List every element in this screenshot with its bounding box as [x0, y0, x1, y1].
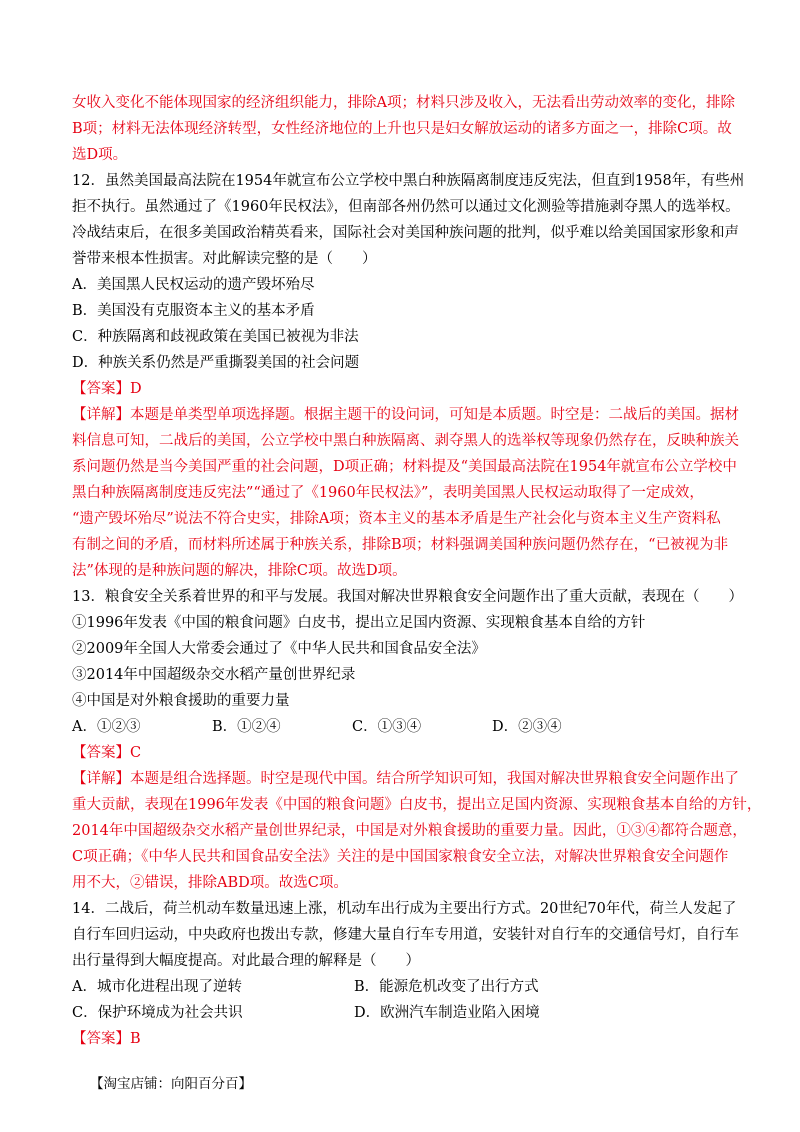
q14-options-row-1	[72, 974, 732, 1000]
page-footer: 【淘宝店铺：向阳百分百】	[90, 1076, 252, 1092]
q11-explanation-tail	[72, 90, 735, 168]
q14-stem-line: 自行车回归运动，中央政府也拨出专款，修建大量自行车专用道，安装针对自行车的交通信号灯，自行车	[72, 927, 739, 943]
q12-option-d: D．种族关系仍然是严重撕裂美国的社会问题	[72, 355, 360, 371]
question-14	[72, 896, 739, 1052]
text-line: 黑白种族隔离制度违反宪法”“通过了《1960年民权法》”，表明美国黑人民权运动取得了一定成效，	[72, 485, 704, 501]
q14-options-row-2	[72, 1000, 732, 1026]
text-line: 女收入变化不能体现国家的经济组织能力，排除A项；材料只涉及收入，无法看出劳动效率的变化，排除	[72, 95, 735, 111]
text-line: 有制之间的矛盾，而材料所述属于种族关系，排除B项；材料强调美国种族问题仍然存在，“已被视为非	[72, 537, 729, 553]
q12-option-c: C．种族隔离和歧视政策在美国已被视为非法	[72, 329, 359, 345]
q13-option-d: D．②③④	[492, 719, 562, 735]
text-line: 重大贡献，表现在1996年发表《中国的粮食问题》白皮书，提出立足国内资源、实现粮食基本自给的方针，	[72, 797, 762, 813]
q14-option-a: A．城市化进程出现了逆转	[72, 979, 242, 995]
q13-explanation	[72, 766, 762, 896]
text-line: “遗产毁坏殆尽”说法不符合史实，排除A项；资本主义的基本矛盾是生产社会化与资本主义生产资料私	[72, 511, 721, 527]
q14-option-b: B．能源危机改变了出行方式	[354, 979, 539, 995]
q14-answer: 【答案】B	[72, 1031, 141, 1047]
q13-option-a: A．①②③	[72, 719, 141, 735]
q12-stem-line: 12．虽然美国最高法院在1954年就宣布公立学校中黑白种族隔离制度违反宪法，但直到1958年，有些州	[72, 173, 745, 189]
text-line: 料信息可知，二战后的美国，公立学校中黑白种族隔离、剥夺黑人的选举权等现象仍然存在，反映种族关	[72, 433, 739, 449]
q12-stem-line: 拒不执行。虽然通过了《1960年民权法》，但南部各州仍然可以通过文化测验等措施剥夺黑人的选举权。	[72, 199, 740, 215]
q13-option-b: B．①②④	[212, 719, 281, 735]
text-line: 2014年中国超级杂交水稻产量创世界纪录，中国是对外粮食援助的重要力量。因此，①③④都符合题意，	[72, 823, 747, 839]
q13-options	[72, 714, 732, 740]
question-12	[72, 168, 745, 584]
q13-stem-line: ①1996年发表《中国的粮食问题》白皮书，提出立足国内资源、实现粮食基本自给的方针	[72, 615, 646, 631]
q12-answer: 【答案】D	[72, 381, 142, 397]
q12-option-a: A．美国黑人民权运动的遗产毁坏殆尽	[72, 277, 315, 293]
q14-option-d: D．欧洲汽车制造业陷入困境	[354, 1005, 540, 1021]
q13-stem-line: ④中国是对外粮食援助的重要力量	[72, 693, 290, 709]
text-line: 法”体现的是种族问题的解决，排除C项。故选D项。	[72, 563, 407, 579]
text-line: 系问题仍然是当今美国严重的社会问题，D项正确；材料提及“美国最高法院在1954年就宣布公立学校中	[72, 459, 737, 475]
q13-stem-line: ③2014年中国超级杂交水稻产量创世界纪录	[72, 667, 356, 683]
q14-stem-line: 14．二战后，荷兰机动车数量迅速上涨，机动车出行成为主要出行方式。20世纪70年代，荷兰人发起了	[72, 901, 737, 917]
q14-option-c: C．保护环境成为社会共识	[72, 1005, 243, 1021]
q12-stem-line: 冷战结束后，在很多美国政治精英看来，国际社会对美国种族问题的批判，似乎难以给美国国家形象和声	[72, 225, 739, 241]
text-line: 用不大，②错误，排除ABD项。故选C项。	[72, 875, 348, 891]
q13-answer: 【答案】C	[72, 745, 142, 761]
page-content	[72, 90, 762, 1052]
question-13	[72, 584, 762, 896]
q12-stem-line: 誉带来根本性损害。对此解读完整的是（ ）	[72, 251, 377, 267]
q12-option-b: B．美国没有克服资本主义的基本矛盾	[72, 303, 315, 319]
q13-option-c: C．①③④	[352, 719, 422, 735]
q13-stem-line: 13．粮食安全关系着世界的和平与发展。我国对解决世界粮食安全问题作出了重大贡献，表现在（ ）	[72, 589, 743, 605]
text-line: C项正确；《中华人民共和国食品安全法》关注的是中国国家粮食安全立法，对解决世界粮食安全问题作	[72, 849, 729, 865]
text-line: B项；材料无法体现经济转型，女性经济地位的上升也只是妇女解放运动的诸多方面之一，排除C项。故	[72, 121, 732, 137]
q14-stem-line: 出行量得到大幅度提高。对此最合理的解释是（ ）	[72, 953, 420, 969]
text-line: 【详解】本题是组合选择题。时空是现代中国。结合所学知识可知，我国对解决世界粮食安全问题作出了	[72, 771, 739, 787]
text-line: 选D项。	[72, 147, 128, 163]
q13-stem-line: ②2009年全国人大常委会通过了《中华人民共和国食品安全法》	[72, 641, 486, 657]
text-line: 【详解】本题是单类型单项选择题。根据主题干的设问词，可知是本质题。时空是：二战后的美国。据材	[72, 407, 739, 423]
q12-explanation	[72, 402, 739, 584]
